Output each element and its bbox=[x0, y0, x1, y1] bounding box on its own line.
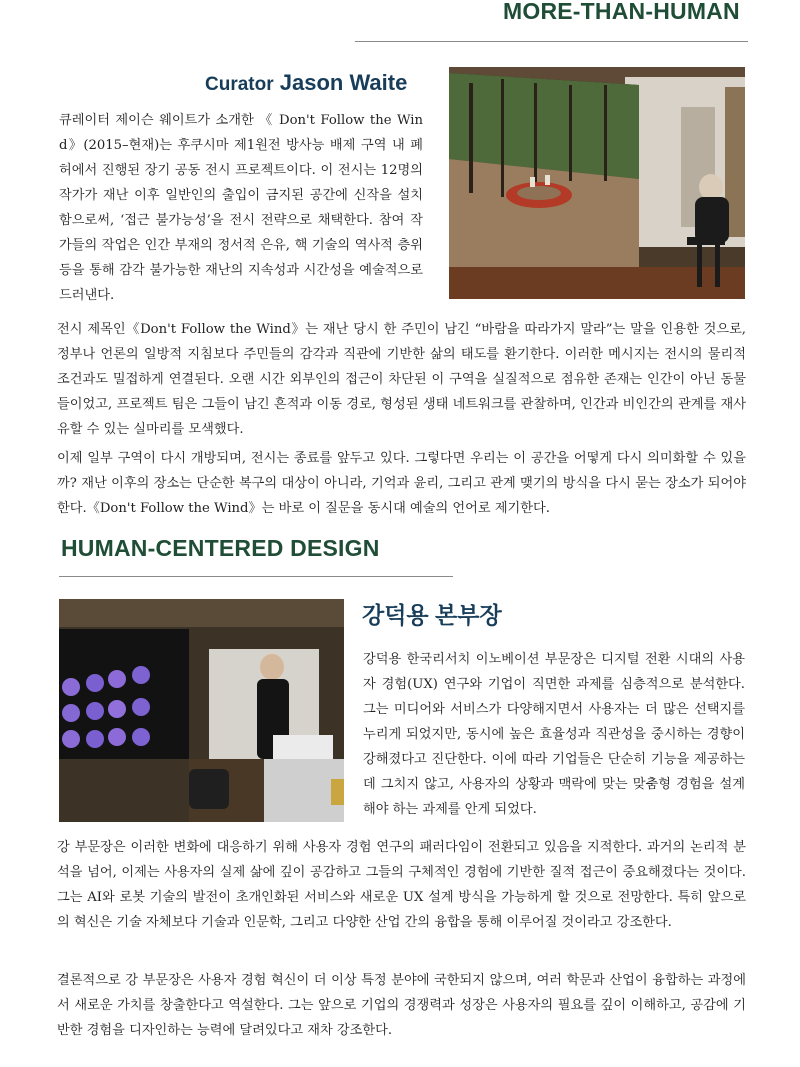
speaker-lecture-photo bbox=[59, 599, 344, 822]
exhibition-closing-paragraph: 이제 일부 구역이 다시 개방되며, 전시는 종료를 앞두고 있다. 그렇다면 우리는 이 공간을 어떻게 다시 의미화할 수 있을까? 재난 이후의 장소는 단순한 복구의 대상이 아니라, 기억과 윤리, 그리고 관계 맺기의 방식을 다시 묻는 장소가 되어야 한다.《Don't Follow the Wind》는 바로 이 질문을 동시대 예술의 언어로 제기한다. bbox=[57, 451, 746, 516]
curator-heading bbox=[205, 70, 407, 96]
section-divider bbox=[59, 576, 453, 577]
section-divider bbox=[355, 41, 748, 42]
exhibition-title-paragraph: 전시 제목인《Don't Follow the Wind》는 재난 당시 한 주민이 남긴 “바람을 따라가지 말라”는 말을 인용한 것으로, 정부나 언론의 일방적 지침보다 주민들의 감각과 직관에 기반한 삶의 태도를 환기한다. 이러한 메시지는 전시의 물리적 조건과도 밀접하게 연결된다. 오랜 시간 외부인의 접근이 차단된 이 구역을 실질적으로 점유한 존재는 인간이 아닌 동물들이었고, 프로젝트 팀은 그들이 남긴 흔적과 이동 경로, 형성된 생태 네트워크를 관찰하며, 인간과 비인간의 관계를 재사유할 수 있는 실마리를 모색했다. bbox=[57, 322, 746, 437]
speaker-heading: 강덕용 본부장 bbox=[362, 602, 502, 628]
section-title-more-than-human: MORE-THAN-HUMAN bbox=[503, 0, 740, 24]
curator-lecture-photo bbox=[449, 67, 745, 299]
curator-name: Jason Waite bbox=[279, 70, 408, 95]
ux-paradigm-paragraph: 강 부문장은 이러한 변화에 대응하기 위해 사용자 경험 연구의 패러다임이 전환되고 있음을 지적한다. 과거의 논리적 분석을 넘어, 이제는 사용자의 실제 삶에 깊이 공감하고 그들의 구체적인 경험에 기반한 질적 접근이 중요해졌다는 것이다. 그는 AI와 로봇 기술의 발전이 초개인화된 서비스와 새로운 UX 설계 방식을 가능하게 할 것으로 전망한다. 특히 앞으로의 혁신은 기술 자체보다 기술과 인문학, 그리고 다양한 산업 간의 융합을 통해 이루어질 것이라고 강조한다. bbox=[57, 840, 746, 930]
curator-intro-paragraph: 큐레이터 제이슨 웨이트가 소개한 《 Don't Follow the Wind》(2015–현재)는 후쿠시마 제1원전 방사능 배제 구역 내 폐허에서 진행된 장기 공동 전시 프로젝트이다. 이 전시는 12명의 작가가 재난 이후 일반인의 출입이 금지된 공간에 신작을 설치함으로써, ‘접근 불가능성’을 전시 전략으로 채택한다. 참여 작가들의 작업은 인간 부재의 정서적 은유, 핵 기술의 역사적 층위 등을 통해 감각 불가능한 재난의 지속성과 시간성을 예술적으로 드러낸다. bbox=[59, 113, 423, 303]
conclusion-paragraph: 결론적으로 강 부문장은 사용자 경험 혁신이 더 이상 특정 분야에 국한되지 않으며, 여러 학문과 산업이 융합하는 과정에서 새로운 가치를 창출한다고 역설한다. 그는 앞으로 기업의 경쟁력과 성장은 사용자의 필요를 깊이 이해하고, 공감에 기반한 경험을 디자인하는 능력에 달려있다고 재차 강조한다. bbox=[57, 973, 746, 1038]
curator-prefix: Curator bbox=[205, 74, 274, 95]
section-title-human-centered-design: HUMAN-CENTERED DESIGN bbox=[61, 535, 380, 561]
speaker-intro-paragraph: 강덕용 한국리서치 이노베이션 부문장은 디지털 전환 시대의 사용자 경험(UX) 연구와 기업이 직면한 과제를 심층적으로 분석한다. 그는 미디어와 서비스가 다양해지면서 사용자는 더 많은 선택지를 누리게 되었지만, 동시에 높은 효율성과 직관성을 중시하는 경향이 강해졌다고 진단한다. 이에 따라 기업들은 단순히 기능을 제공하는 데 그치지 않고, 사용자의 상황과 맥락에 맞는 맞춤형 경험을 설계해야 하는 과제를 안게 되었다. bbox=[363, 652, 745, 817]
